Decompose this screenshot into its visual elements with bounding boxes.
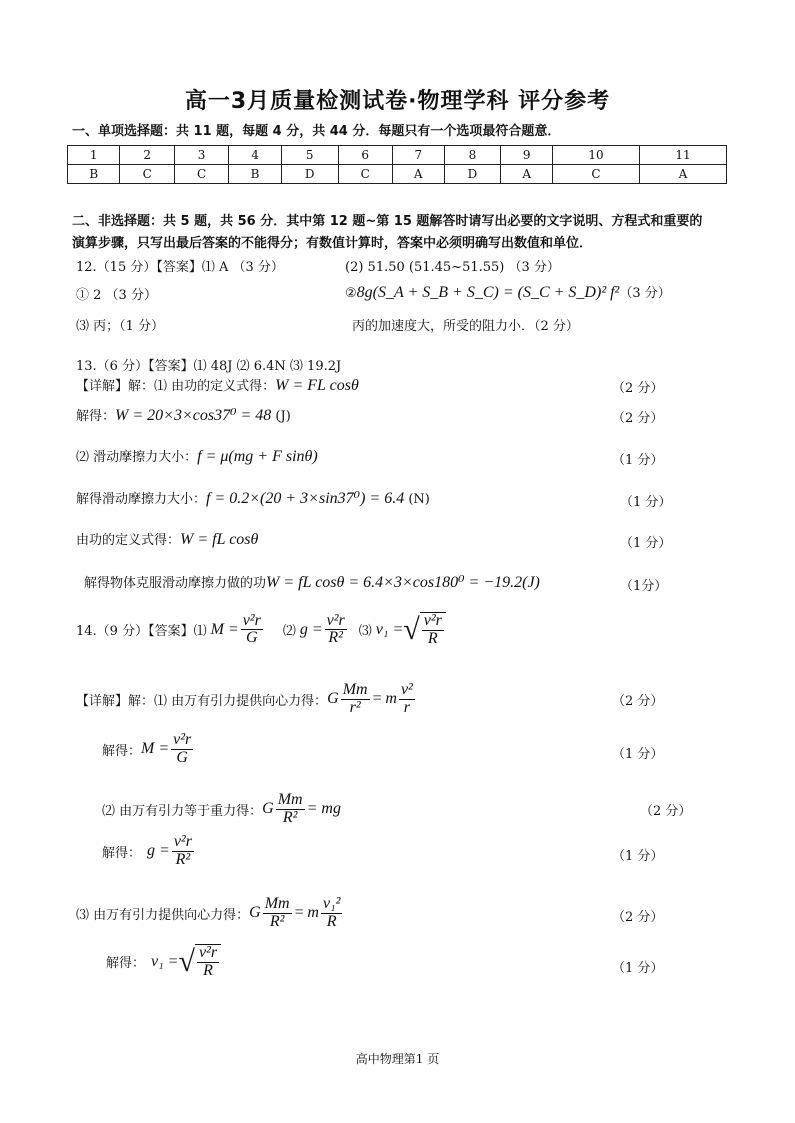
q14-detail5-frac1 xyxy=(263,896,292,931)
section2-heading-line1: 二、非选择题：共 5 题，共 56 分．其中第 12 题~第 15 题解答时请写出必要的文字说明、方程式和重要的 xyxy=(72,214,703,229)
q13-step3-score: （1 分） xyxy=(612,453,664,468)
q13-step5 xyxy=(76,529,258,549)
q14-detail3-text: ⑵ 由万有引力等于重力得： xyxy=(102,803,263,819)
q14-detail6 xyxy=(106,944,221,980)
numerator: v²r xyxy=(198,944,218,961)
q14-detail2-score: （1 分） xyxy=(612,747,664,762)
q13-step5-formula: W = fL cosθ xyxy=(180,531,259,548)
q12-part2: (2) 51.50 (51.45~51.55) （3 分） xyxy=(345,260,560,275)
numerator: Mm xyxy=(342,681,368,698)
denominator: R xyxy=(427,629,438,647)
q13-step5-text: 由功的定义式得： xyxy=(76,533,181,548)
denominator: r xyxy=(403,698,411,716)
q13-step6-text: 解得物体克服滑动摩擦力做的功 xyxy=(84,576,267,591)
q14-detail5: ⑶ 由万有引力提供向心力得： G $\frac{Mm}{\text{R²}}$ = m $\frac{\text{v₁²}}{R}$ xyxy=(76,895,341,930)
q13-step5-score: （1 分） xyxy=(620,536,672,551)
q14-detail1-text: 【详解】解：⑴ 由万有引力提供向心力得： xyxy=(76,693,328,709)
denominator: G xyxy=(245,629,258,647)
q14-detail3-score: （2 分） xyxy=(640,804,692,819)
q14-a1-fraction xyxy=(241,613,263,648)
question-number-cell: 10 xyxy=(553,146,640,165)
q14-detail2 xyxy=(102,732,195,767)
question-number-cell: 6 xyxy=(338,146,392,165)
q14-detail4-lhs: g = xyxy=(147,842,170,860)
q12-answer: 12.（15 分）【答案】⑴ A （3 分） xyxy=(76,260,284,275)
denominator: R² xyxy=(282,808,298,826)
q13-step3-text: ⑵ 滑动摩擦力大小： xyxy=(76,450,198,465)
answer-cell: D xyxy=(444,165,501,184)
answer-cell: C xyxy=(120,165,174,184)
q14-detail6-sqrt xyxy=(178,944,221,980)
q13-step3 xyxy=(76,446,318,466)
q12-part4-2: 丙的加速度大，所受的阻力小．（2 分） xyxy=(352,319,579,334)
answer-table xyxy=(67,145,727,184)
q12-formula-score: （3 分） xyxy=(619,286,671,301)
answer-table-answer-row xyxy=(68,165,727,184)
q13-step2-formula: W = 20×3×cos37⁰ = 48 xyxy=(115,407,272,424)
numerator: v²r xyxy=(326,611,345,629)
answer-table-number-row xyxy=(68,146,727,165)
q14-a2-fraction xyxy=(325,613,347,648)
q13-step6-score: （1分） xyxy=(620,579,668,594)
q14-detail2-frac xyxy=(171,732,193,767)
q14-a2-lhs: g = xyxy=(299,620,323,638)
q14-a3-sqrt xyxy=(403,612,446,648)
q12-part3-2 xyxy=(345,282,671,302)
q14-detail1-eq: = xyxy=(371,690,383,708)
question-number-cell: 9 xyxy=(501,146,553,165)
q13-step4 xyxy=(76,488,430,508)
q14-detail4 xyxy=(102,834,196,869)
q14-detail1-frac1 xyxy=(341,682,370,717)
q14-detail1: 【详解】解：⑴ 由万有引力提供向心力得： G $\frac{Mm}{\text{r²}}$ = m $\frac{\text{v²}}{r}$ xyxy=(76,681,413,716)
q13-step1-text: 【详解】解：⑴ 由功的定义式得： xyxy=(76,379,276,394)
q14-detail5-score: （2 分） xyxy=(612,910,664,925)
numerator: v²r xyxy=(173,731,192,748)
q14-detail2-text: 解得： xyxy=(102,743,142,759)
q13-step4-unit: (N) xyxy=(408,492,430,507)
answer-cell: A xyxy=(501,165,553,184)
q14-a1-lhs: M = xyxy=(210,620,239,638)
q13-step1-score: （2 分） xyxy=(612,381,664,396)
denominator: R xyxy=(203,961,213,979)
question-number-cell: 7 xyxy=(392,146,444,165)
q14-detail5-text: ⑶ 由万有引力提供向心力得： xyxy=(76,907,250,923)
denominator: G xyxy=(176,748,188,766)
q14-detail5-m: m xyxy=(307,904,319,922)
denominator: R xyxy=(326,912,337,930)
q14-detail6-lhs: v₁ = xyxy=(151,952,179,970)
q13-step6-formula: W = fL cosθ = 6.4×3×cos180⁰ = −19.2(J) xyxy=(266,574,540,591)
question-number-cell: 8 xyxy=(444,146,501,165)
question-number-cell: 3 xyxy=(174,146,228,165)
q12-part3-2-prefix: ② xyxy=(345,286,357,301)
q14-answer-prefix: 14.（9 分）【答案】⑴ xyxy=(76,624,207,640)
answer-cell: B xyxy=(68,165,120,184)
question-number-cell: 1 xyxy=(68,146,120,165)
q14-detail5-frac2 xyxy=(321,896,342,931)
q14-detail4-frac xyxy=(172,834,194,869)
q13-step1 xyxy=(76,375,359,395)
answer-cell: C xyxy=(174,165,228,184)
page-footer: 高中物理第1 页 xyxy=(355,1052,440,1066)
q14-detail4-text: 解得： xyxy=(102,845,142,861)
q14-detail3-frac xyxy=(276,792,305,827)
numerator: v₁² xyxy=(322,895,341,912)
numerator: Mm xyxy=(264,895,290,912)
answer-cell: D xyxy=(281,165,338,184)
q13-answer: 13.（6 分）【答案】⑴ 48J ⑵ 6.4N ⑶ 19.2J xyxy=(76,359,342,374)
question-number-cell: 4 xyxy=(229,146,281,165)
q13-step4-score: （1 分） xyxy=(620,495,672,510)
answer-cell: C xyxy=(553,165,640,184)
q14-detail4-score: （1 分） xyxy=(612,849,664,864)
denominator: R² xyxy=(328,629,343,647)
q13-step1-formula: W = FL cosθ xyxy=(275,377,359,394)
q12-part4-1: ⑶ 丙；（1 分） xyxy=(76,319,165,334)
q13-step2 xyxy=(76,405,291,425)
answer-cell: C xyxy=(338,165,392,184)
section2-heading-line2: 演算步骤，只写出最后答案的不能得分；有数值计算时，答案中必须明确写出数值和单位． xyxy=(72,236,593,251)
q13-step6 xyxy=(84,572,540,592)
q14-detail1-m: m xyxy=(385,690,397,708)
q14-detail3-rhs: = mg xyxy=(306,800,341,818)
q14-detail6-score: （1 分） xyxy=(612,961,664,976)
answer-cell: B xyxy=(229,165,281,184)
q13-step2-score: （2 分） xyxy=(612,411,664,426)
numerator: Mm xyxy=(277,791,303,808)
q14-a3-label: ⑶ xyxy=(358,624,372,640)
q13-step2-unit: (J) xyxy=(275,409,291,424)
q13-step2-text: 解得： xyxy=(76,409,116,424)
q14-detail6-text: 解得： xyxy=(106,956,146,972)
q14-detail5-eq: = xyxy=(293,904,305,922)
numerator: v²r xyxy=(173,833,192,850)
section1-heading: 一、单项选择题：共 11 题，每题 4 分，共 44 分．每题只有一个选项最符合题意． xyxy=(72,124,561,139)
denominator: r² xyxy=(349,698,361,716)
q14-detail1-score: （2 分） xyxy=(612,694,664,709)
q13-step4-formula: f = 0.2×(20 + 3×sin37⁰) = 6.4 xyxy=(206,490,405,507)
q14-detail2-lhs: M = xyxy=(141,740,170,758)
q14-a2-label: ⑵ xyxy=(282,624,296,640)
q12-part3-1: ① 2 （3 分） xyxy=(76,288,157,303)
numerator: v²r xyxy=(423,612,442,629)
question-number-cell: 5 xyxy=(281,146,338,165)
q13-step3-formula: f = μ(mg + F sinθ) xyxy=(197,448,318,465)
q13-step4-text: 解得滑动摩擦力大小： xyxy=(76,492,207,507)
answer-cell: A xyxy=(639,165,726,184)
question-number-cell: 11 xyxy=(639,146,726,165)
q14-answer xyxy=(76,612,446,648)
sqrt-icon: √ xyxy=(403,612,420,646)
numerator: v² xyxy=(400,681,413,698)
q14-detail3: ⑵ 由万有引力等于重力得： G $\frac{Mm}{\text{R²}}$ = mg xyxy=(102,791,341,826)
page-title: 高一3月质量检测试卷·物理学科 评分参考 xyxy=(184,89,611,114)
answer-cell: A xyxy=(392,165,444,184)
sqrt-icon: √ xyxy=(178,944,195,978)
q12-formula: 8g(S_A + S_B + S_C) = (S_C + S_D)² f² xyxy=(356,284,620,301)
q14-detail1-frac2 xyxy=(399,682,415,717)
denominator: R² xyxy=(269,912,285,930)
denominator: R² xyxy=(175,850,191,868)
numerator: v²r xyxy=(242,611,261,629)
question-number-cell: 2 xyxy=(120,146,174,165)
q14-a3-lhs: v₁ = xyxy=(375,620,404,638)
